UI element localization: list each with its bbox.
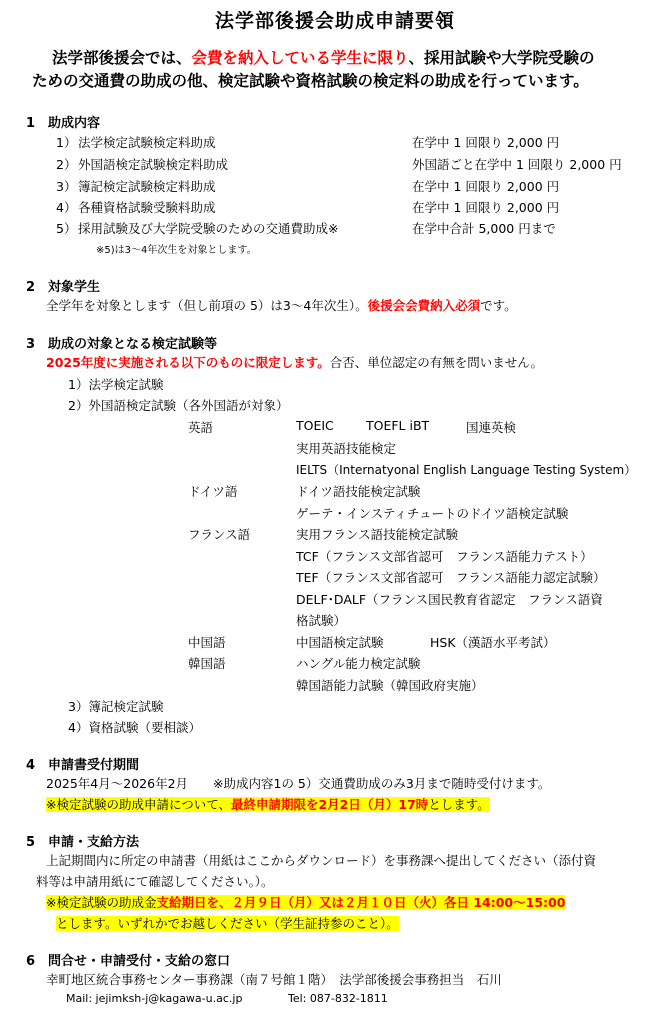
intro-line-1 <box>52 46 595 68</box>
exam-french-delf: DELF･DALF（フランス国民教育省認定 フランス語資 <box>296 592 603 607</box>
exam-korean-2: 韓国語能力試験（韓国政府実施） <box>296 678 484 693</box>
eligibility-text-end: です。 <box>480 298 517 313</box>
grant-item-2-amount: 外国語ごと在学中 1 回限り 2,000 円 <box>412 157 622 172</box>
grant-item-5-no: 5） <box>56 221 77 236</box>
exam-hsk: HSK（漢語水平考試） <box>430 635 556 650</box>
intro-text-end: 、採用試験や大学院受験の <box>408 49 595 67</box>
exam-limit-rest: 合否、単位認定の有無を問いません。 <box>329 355 544 370</box>
grant-item-5-name: 採用試験及び大学院受験のための交通費助成※ <box>78 221 339 236</box>
eligibility-text: 全学年を対象とします（但し前項の 5）は3～4年次生）。 <box>46 298 368 313</box>
section-5-heading: 5 申請・支給方法 <box>26 835 140 850</box>
deadline-text: ※検定試験の助成申請について、 <box>46 797 231 812</box>
section-3-heading: 3 助成の対象となる検定試験等 <box>26 337 218 352</box>
application-period: 2025年4月～2026年2月 ※助成内容1の 5）交通費助成のみ3月まで随時受付けます。 <box>46 776 551 791</box>
lang-chinese: 中国語 <box>188 635 226 650</box>
grant-item-4-amount: 在学中 1 回限り 2,000 円 <box>412 200 560 215</box>
payment-text-end: とします。いずれかでお越しください（学生証持参のこと）。 <box>56 916 399 931</box>
lang-french: フランス語 <box>188 527 251 542</box>
grant-item-4-name: 各種資格試験受験料助成 <box>78 200 216 215</box>
exam-un-eiken: 国連英検 <box>466 420 517 435</box>
exam-korean-1: ハングル能力検定試験 <box>296 656 421 671</box>
exam-limit-red: 2025年度に実施される以下のものに限定します。 <box>46 355 330 370</box>
intro-text: 法学部後援会では、 <box>52 49 192 67</box>
grant-item-3-name: 簿記検定試験検定料助成 <box>78 179 216 194</box>
exam-ielts: IELTS（Internatyonal English Language Testing System） <box>296 463 637 477</box>
exam-limit-line <box>46 353 543 371</box>
intro-line-2: ための交通費の助成の他、検定試験や資格試験の検定料の助成を行っています。 <box>32 72 589 90</box>
grant-item-3-no: 3） <box>56 179 77 194</box>
exam-toefl: TOEFL iBT <box>366 418 430 433</box>
exam-sub-1: 1）法学検定試験 <box>68 377 164 392</box>
grant-note: ※5)は3～4年次生を対象とします。 <box>96 245 257 256</box>
grant-item-3-amount: 在学中 1 回限り 2,000 円 <box>412 179 560 194</box>
exam-sub-4: 4）資格試験（要相談） <box>68 720 201 735</box>
exam-french-delf-cont: 格試験） <box>296 613 347 628</box>
section-4-heading: 4 申請書受付期間 <box>26 758 140 773</box>
lang-german: ドイツ語 <box>188 484 238 499</box>
intro-red-text: 会費を納入している学生に限り <box>191 49 409 67</box>
payment-text: ※検定試験の助成金 <box>46 895 157 910</box>
contact-office: 幸町地区統合事務センター事務課（南７号館１階） 法学部後援会事務担当 石川 <box>46 972 502 987</box>
exam-french-tef: TEF（フランス文部省認可 フランス語能力認定試験） <box>296 570 606 585</box>
payment-line-1 <box>46 893 565 911</box>
procedure-line-2: 料等は申請用紙にて確認してください。）。 <box>36 874 274 889</box>
exam-sub-3: 3）簿記検定試験 <box>68 699 164 714</box>
deadline-date: 最終申請期限を2月2日（月）17時 <box>230 797 429 812</box>
exam-german-2: ゲーテ・インスティチュートのドイツ語検定試験 <box>296 506 569 521</box>
section-1-heading: 1 助成内容 <box>26 116 101 131</box>
exam-french-1: 実用フランス語技能検定試験 <box>296 527 459 542</box>
section-6-heading: 6 問合せ・申請受付・支給の窓口 <box>26 954 231 969</box>
page-title: 法学部後援会助成申請要領 <box>214 10 455 32</box>
grant-item-1-no: 1） <box>56 135 77 150</box>
grant-item-2-no: 2） <box>56 157 77 172</box>
lang-english: 英語 <box>188 420 214 435</box>
exam-sub-2: 2）外国語検定試験（各外国語が対象） <box>68 398 289 413</box>
deadline-text-end: とします。 <box>428 797 490 812</box>
contact-tel: Tel: 087-832-1811 <box>288 992 388 1005</box>
payment-line-2 <box>56 914 399 932</box>
grant-item-1-amount: 在学中 1 回限り 2,000 円 <box>412 135 560 150</box>
lang-korean: 韓国語 <box>188 656 226 671</box>
exam-eiken: 実用英語技能検定 <box>296 441 397 456</box>
grant-item-2-name: 外国語検定試験検定料助成 <box>78 157 229 172</box>
contact-mail[interactable]: Mail: jejimksh-j@kagawa-u.ac.jp <box>66 992 243 1005</box>
procedure-line-1: 上記期間内に所定の申請書（用紙はここからダウンロード）を事務課へ提出してください（添付資 <box>46 853 597 868</box>
deadline-line <box>46 795 490 813</box>
eligibility-line <box>46 296 517 314</box>
payment-date: 支給期日を、２月９日（月）又は２月１０日（火）各日 14:00～15:00 <box>156 895 566 910</box>
exam-french-tcf: TCF（フランス文部省認可 フランス語能力テスト） <box>296 549 593 564</box>
exam-german-1: ドイツ語技能検定試験 <box>296 484 421 499</box>
section-2-heading: 2 対象学生 <box>26 280 101 295</box>
eligibility-required: 後援会会費納入必須 <box>367 298 481 313</box>
grant-item-5-amount: 在学中合計 5,000 円まで <box>412 221 556 236</box>
grant-item-4-no: 4） <box>56 200 77 215</box>
exam-chinese: 中国語検定試験 <box>296 635 384 650</box>
grant-item-1-name: 法学検定試験検定料助成 <box>78 135 216 150</box>
exam-toeic: TOEIC <box>296 418 334 433</box>
